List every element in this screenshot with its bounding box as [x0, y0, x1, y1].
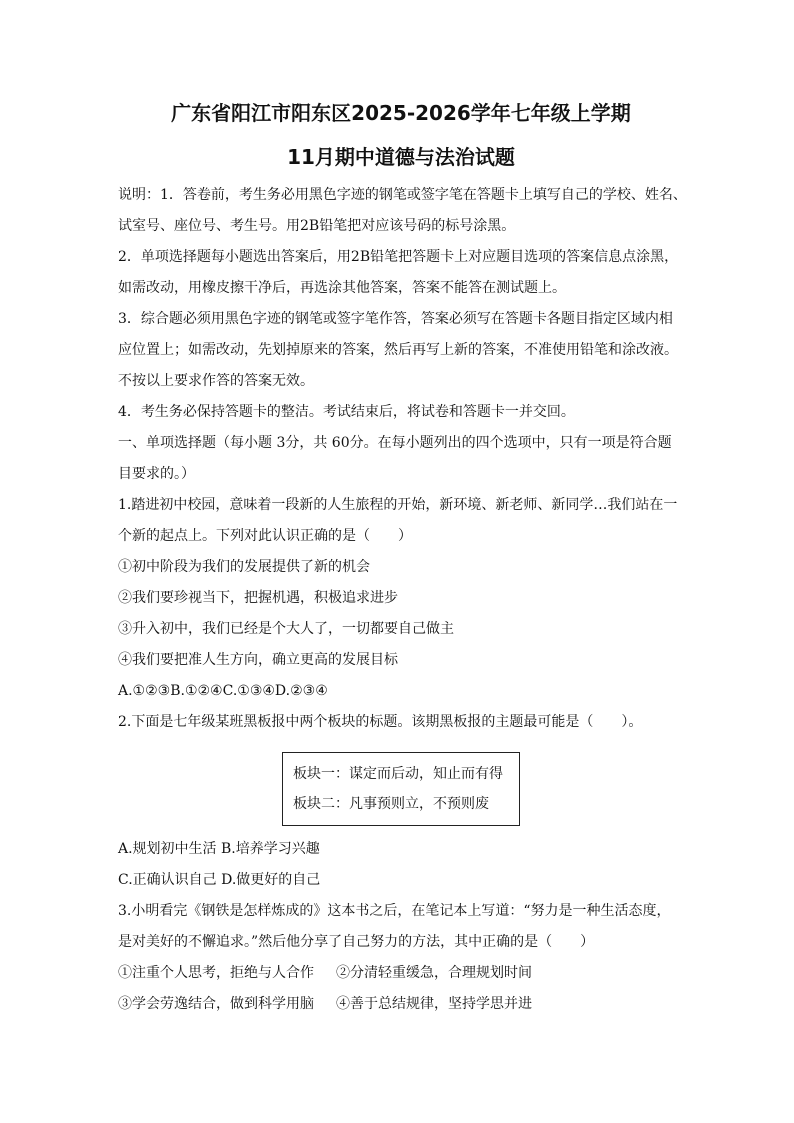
q1-options: A.①②③B.①②④C.①③④D.②③④: [118, 683, 328, 699]
instruction-2b: 如需改动，用橡皮擦干净后，再选涂其他答案，答案不能答在测试题上。: [118, 280, 566, 296]
q3-stem-b: 是对美好的不懈追求。”然后他分享了自己努力的方法，其中正确的是（ ）: [118, 934, 595, 950]
q3-row-1: [118, 958, 684, 989]
q1-statement-2: ②我们要珍视当下，把握机遇，积极追求进步: [118, 590, 398, 606]
box-line-2: 板块二：凡事预则立，不预则废: [293, 796, 489, 812]
q1-statement-3: ③升入初中，我们已经是个大人了，一切都要自己做主: [118, 621, 454, 637]
blackboard-box: [282, 752, 520, 826]
q3-statement-4: ④善于总结规律，坚持学思并进: [336, 996, 532, 1012]
exam-title-line2: 11月期中道德与法治试题: [287, 145, 515, 169]
q3-statement-1: ①注重个人思考，拒绝与人合作: [118, 965, 314, 981]
box-line-1: 板块一：谋定而后动，知止而有得: [293, 766, 503, 782]
q2-stem: 2.下面是七年级某班黑板报中两个板块的标题。该期黑板报的主题最可能是（ ）。: [118, 714, 643, 730]
section-heading-b: 目要求的。）: [118, 466, 195, 482]
instruction-3a: 3．综合题必须用黑色字迹的钢笔或签字笔作答，答案必须写在答题卡各题目指定区域内相: [118, 311, 673, 327]
q3-stem-a: 3.小明看完《钢铁是怎样炼成的》这本书之后，在笔记本上写道：“努力是一种生活态度，: [118, 903, 671, 919]
q3-statement-3: ③学会劳逸结合，做到科学用脑: [118, 996, 314, 1012]
q1-stem-a: 1.踏进初中校园，意味着一段新的人生旅程的开始，新环境、新老师、新同学…我们站在一: [118, 497, 678, 513]
exam-title-line1: 广东省阳江市阳东区2025-2026学年七年级上学期: [171, 101, 631, 125]
instruction-2a: 2．单项选择题每小题选出答案后，用2B铅笔把答题卡上对应题目选项的答案信息点涂黑，: [118, 249, 679, 265]
question-2: [118, 707, 684, 896]
q1-stem-b: 个新的起点上。下列对此认识正确的是（ ）: [118, 528, 412, 544]
section-heading-a: 一、单项选择题（每小题 3分，共 60分。在每小题列出的四个选项中，只有一项是符合题: [118, 435, 672, 451]
instruction-1b: 试室号、座位号、考生号。用2B铅笔把对应该号码的标号涂黑。: [118, 218, 516, 234]
question-1: [118, 490, 684, 707]
question-3: [118, 896, 684, 1020]
instructions: [118, 180, 687, 428]
instruction-3c: 不按以上要求作答的答案无效。: [118, 373, 314, 389]
instruction-1a: 说明：1．答卷前，考生务必用黑色字迹的钢笔或签字笔在答题卡上填写自己的学校、姓名、: [118, 187, 687, 203]
q3-row-2: [118, 989, 684, 1020]
q3-statement-2: ②分清轻重缓急，合理规划时间: [336, 965, 532, 981]
section-heading: [118, 428, 684, 490]
q1-statement-1: ①初中阶段为我们的发展提供了新的机会: [118, 559, 370, 575]
instruction-4: 4．考生务必保持答题卡的整洁。考试结束后，将试卷和答题卡一并交回。: [118, 404, 575, 420]
q2-options-a: A.规划初中生活 B.培养学习兴趣: [118, 841, 320, 857]
q1-statement-4: ④我们要把准人生方向，确立更高的发展目标: [118, 652, 398, 668]
q2-options-b: C.正确认识自己 D.做更好的自己: [118, 872, 321, 888]
instruction-3b: 应位置上；如需改动，先划掉原来的答案，然后再写上新的答案，不准使用铅笔和涂改液。: [118, 342, 678, 358]
